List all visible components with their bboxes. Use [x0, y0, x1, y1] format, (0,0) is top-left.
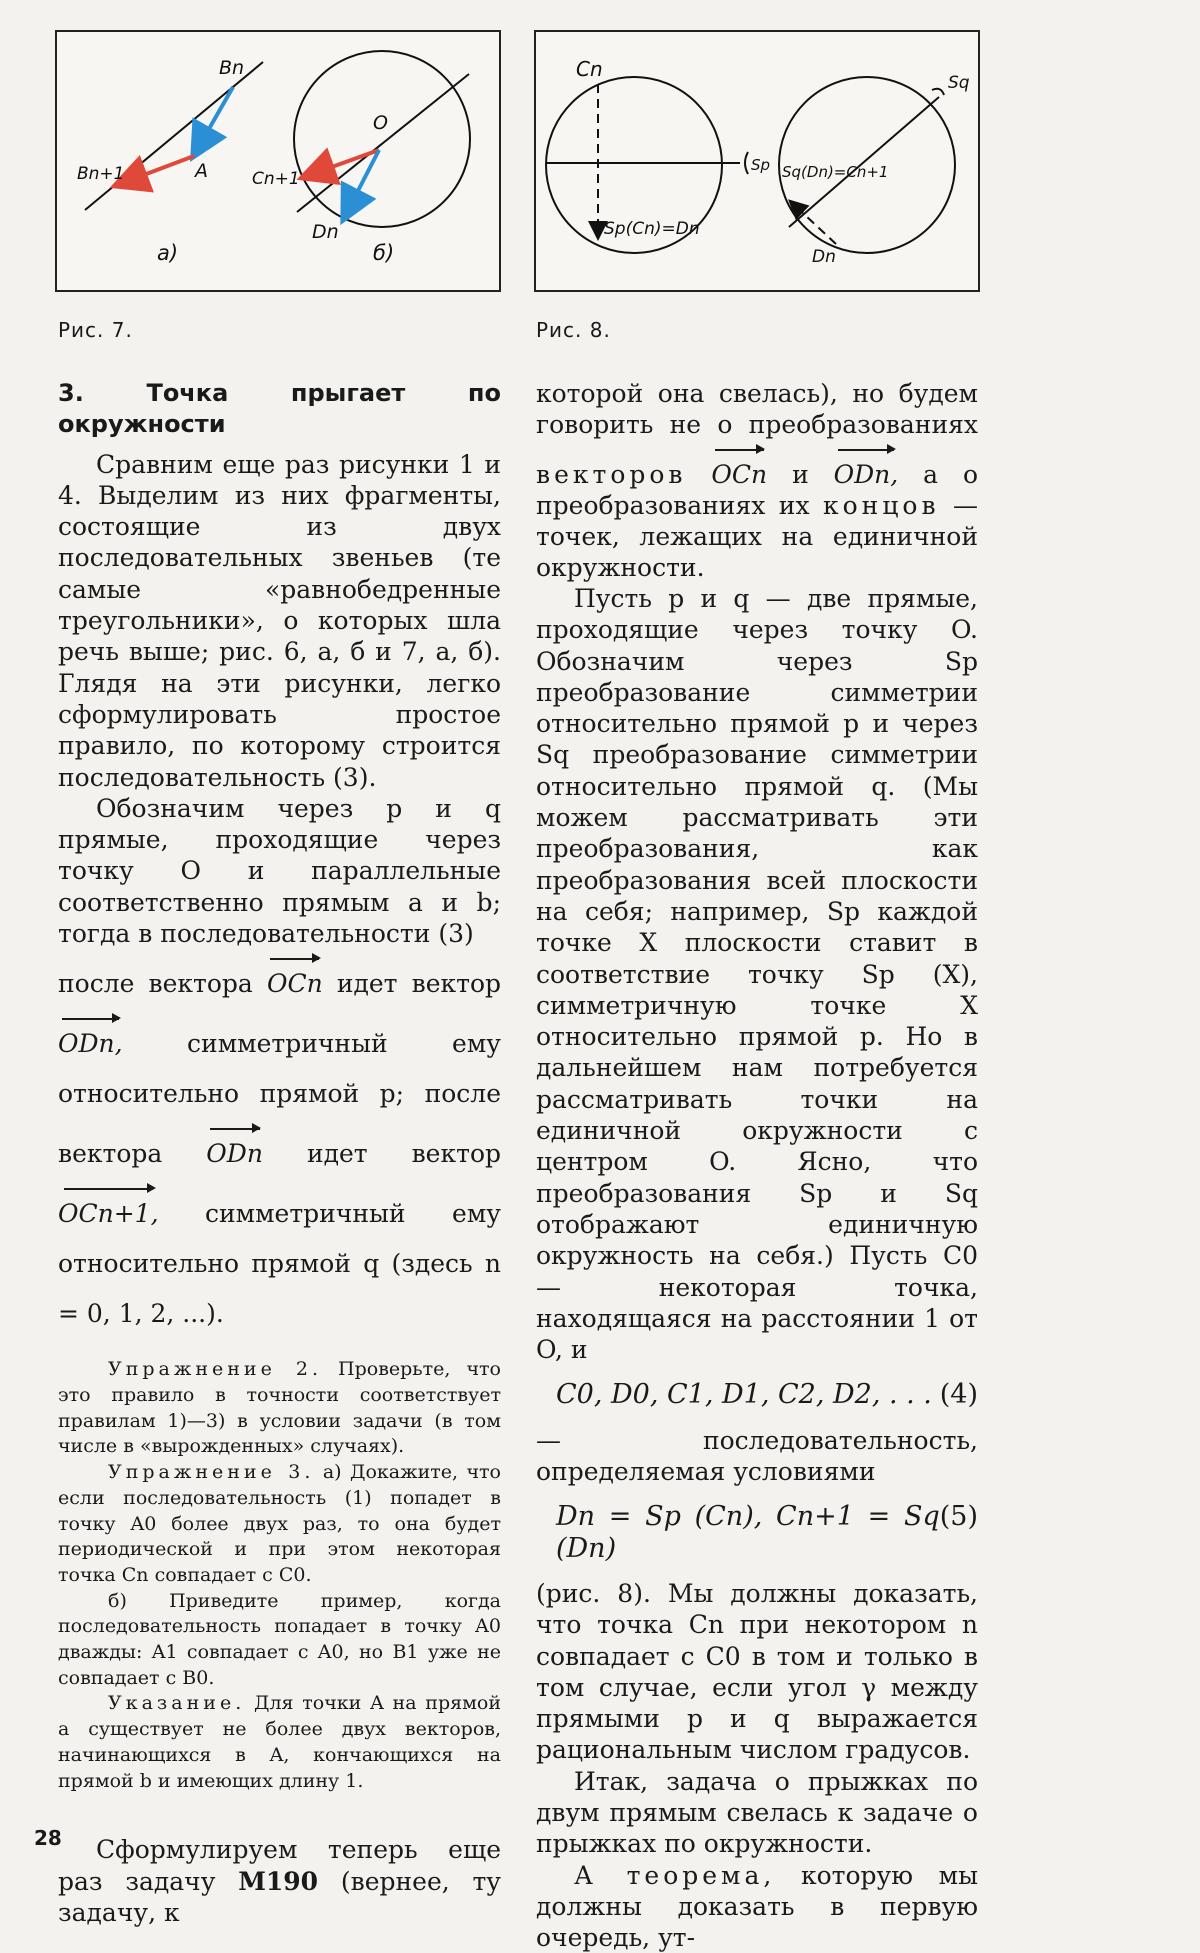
label-bn1: Bn+1	[77, 164, 125, 184]
section-heading: 3. Точка прыгает по окружности	[58, 379, 501, 439]
vector-bn-a	[194, 87, 233, 155]
right-paragraph-4: (рис. 8). Мы должны доказать, что точка Cn при некотором n совпадает с C0 в том и только в том случае, если угол γ между прямыми p и q выражается рациональным числом градусов.	[536, 1578, 978, 1765]
vector-ocn: OCn	[267, 949, 323, 997]
label-sqdn: Sq(Dn)=Cn+1	[782, 163, 889, 181]
label-sq: Sq	[948, 73, 970, 93]
exercise-2-text: Проверьте, что это правило в точности соответствует правилам 1)—3) в условии задачи (в том числе в «вырожденных» случаях).	[58, 1358, 501, 1458]
line-through-o	[297, 74, 469, 212]
formula-5-number: (5)	[939, 1501, 978, 1533]
label-part-b: б)	[373, 241, 395, 265]
left-paragraph-2: Обозначим через p и q прямые, проходящие через точку O и параллельные соответственно прямым a и b; тогда в последовательности (3)	[58, 793, 501, 949]
text-theorem-spaced: А теорема,	[574, 1860, 776, 1890]
label-cn: Cn	[576, 57, 603, 81]
line-q	[789, 97, 939, 227]
dashed-dn-cn1	[791, 202, 836, 244]
right-column	[536, 378, 978, 1953]
vector-odn-2: ODn	[206, 1119, 263, 1167]
text-rather: (вернее, ту задачу, к	[58, 1866, 502, 1927]
figure-8-caption: Рис. 8.	[536, 318, 611, 342]
exercise-2-title: Упражнение 2.	[108, 1358, 322, 1381]
left-paragraph-1: Сравним еще раз рисунки 1 и 4. Выделим из них фрагменты, состоящие из двух последовательных звеньев (те самые «равнобедренные треугольники», о которых шла речь выше; рис. 6, а, б и 7, а, б). Глядя на эти рисунки, легко сформулировать простое правило, по которому строится последовательность (3).	[58, 449, 501, 792]
right-paragraph-2: Пусть p и q — две прямые, проходящие через точку O. Обозначим через Sp преобразование симметрии относительно прямой p и через Sq преобразование симметрии относительно прямой q. (Мы можем рассматривать эти преобразования, как преобразования всей плоскости на себя; например, Sp каждой точке X плоскости ставит в соответствие точку Sp (X), симметричную точке X относительно прямой p. Но в дальнейшем нам потребуется рассматривать точки на единичной окружности с центром O. Ясно, что преобразования Sp и Sq отображают единичную окружность на себя.) Пусть C0 — некоторая точка, находящаяся на расстоянии 1 от O, и	[536, 584, 978, 1365]
figure-8-drawing	[536, 32, 978, 290]
text-theorem-rest: которую мы должны доказать в первую очередь, ут-	[536, 1860, 978, 1953]
label-spcn: Sp(Cn)=Dn	[604, 219, 700, 239]
label-sp: Sp	[751, 156, 771, 174]
label-a: A	[195, 160, 208, 182]
sq-rotation-arc	[932, 89, 944, 95]
formula-4	[556, 1379, 978, 1410]
page-number: 28	[34, 1826, 62, 1850]
hint-text: Для точки A на прямой a существует не более двух векторов, начинающихся в A, кончающихся на прямой b и имеющих длину 1.	[58, 1692, 501, 1792]
figure-7	[55, 30, 501, 292]
figure-8	[534, 30, 980, 292]
text-after-vector: после вектора	[58, 969, 253, 999]
figure-7-drawing	[57, 32, 499, 290]
problem-m190: М190	[238, 1866, 319, 1896]
text-formulate: Сформулируем теперь еще раз задачу	[58, 1835, 501, 1896]
vector-a-bn1	[117, 156, 194, 185]
line-a	[85, 62, 263, 210]
text-vectors-spaced: векторов	[536, 460, 687, 489]
formula-4-body: C0, D0, C1, D1, C2, D2, . . .	[556, 1379, 932, 1411]
left-column	[58, 378, 501, 1928]
text-and: и	[792, 460, 809, 489]
vector-ocn-right: OCn	[711, 440, 767, 488]
hint-title: Указание.	[108, 1692, 246, 1715]
label-o: O	[373, 112, 388, 134]
exercise-3	[58, 1460, 501, 1589]
label-part-a: а)	[157, 241, 179, 265]
text-ends-spaced: концов	[823, 491, 940, 520]
label-bn: Bn	[219, 57, 245, 79]
exercise-2	[58, 1357, 501, 1460]
text-points-on-circle: — точек, лежащих на единичной окружности.	[536, 491, 978, 582]
right-paragraph-5: Итак, задача о прыжках по двум прямым свелась к задаче о прыжках по окружности.	[536, 1766, 978, 1859]
text-symmetric-p: симметричный ему относительно прямой p; после вектора	[58, 1029, 502, 1169]
vector-odn: ODn,	[58, 1009, 123, 1057]
exercise-3-title: Упражнение 3.	[108, 1461, 315, 1484]
formula-4-number: (4)	[939, 1379, 978, 1411]
text-reduced: которой она свелась), но будем говорить не о преобразованиях	[536, 379, 978, 439]
left-paragraph-4	[58, 1834, 501, 1928]
sp-rotation-arc	[745, 152, 748, 174]
label-dn: Dn	[312, 221, 339, 243]
exercise-3b: б) Приведите пример, когда последовательность попадает в точку A0 дважды: A1 совпадает с A0, но B1 уже не совпадает с B0.	[58, 1589, 501, 1689]
vector-ocn1: OCn+1,	[58, 1179, 159, 1227]
exercise-3a-text: а) Докажите, что если последовательность (1) попадет в точку A0 более двух раз, то она будет периодической и при этом некоторая точка Cn совпадает с C0.	[58, 1461, 501, 1586]
right-paragraph-3: — последовательность, определяемая условиями	[536, 1425, 978, 1487]
right-paragraph-1	[536, 378, 978, 583]
right-paragraph-6	[536, 1860, 978, 1953]
text-goes-vector: идет вектор	[336, 969, 502, 999]
text-transforms-of: а о преобразованиях их	[536, 460, 978, 520]
unit-circle-7	[294, 51, 470, 227]
label-cn1: Cn+1	[252, 169, 300, 189]
vector-odn-right: ODn,	[834, 440, 899, 488]
hint	[58, 1691, 501, 1794]
formula-5	[556, 1501, 978, 1564]
figure-7-caption: Рис. 7.	[58, 318, 133, 342]
left-paragraph-3	[58, 949, 501, 1339]
formula-5-body: Dn = Sp (Cn), Cn+1 = Sq (Dn)	[556, 1501, 940, 1564]
text-goes-vector-2: идет вектор	[306, 1139, 501, 1169]
text-symmetric-q: симметричный ему относительно прямой q (здесь n = 0, 1, 2, ...).	[58, 1199, 502, 1329]
label-dn-8: Dn	[812, 247, 836, 267]
